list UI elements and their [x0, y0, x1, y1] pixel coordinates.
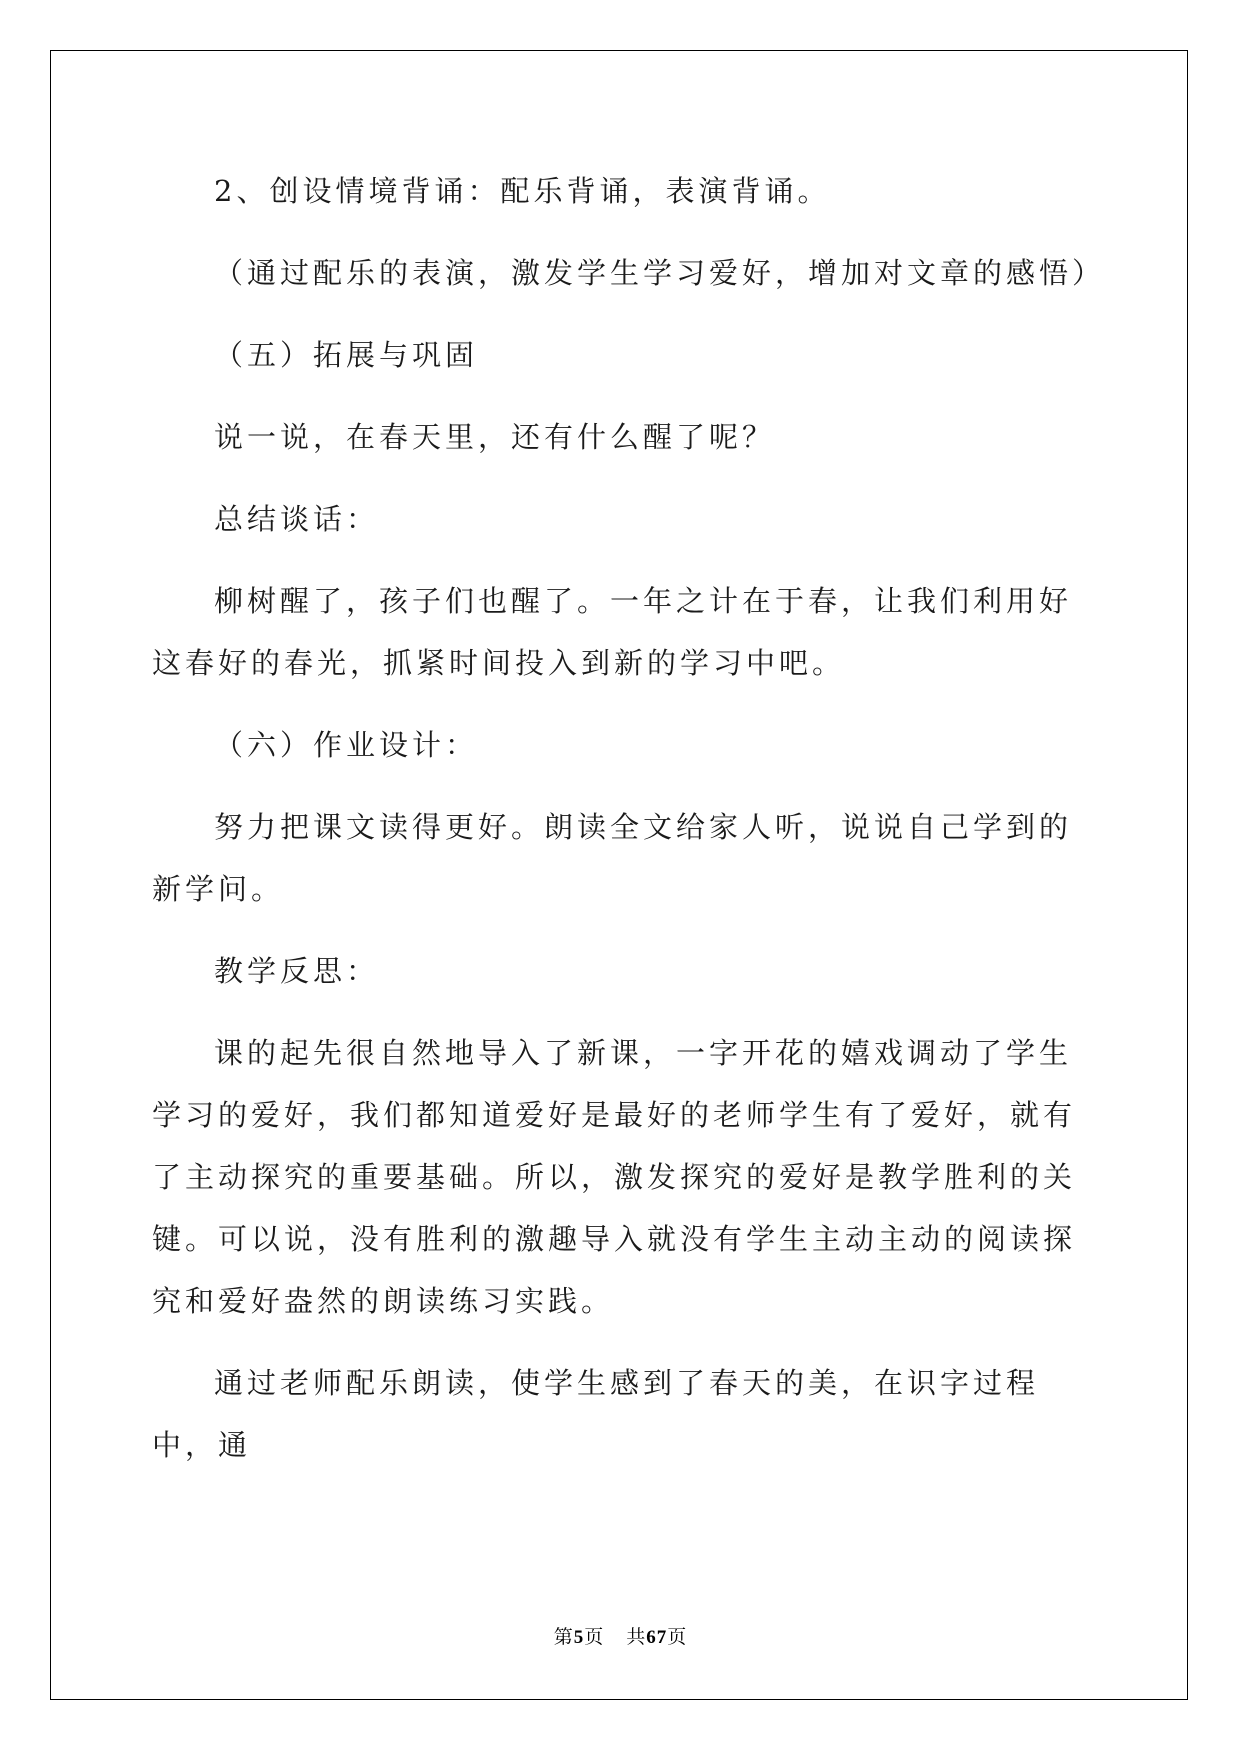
paragraph-summary-talk: 柳树醒了，孩子们也醒了。一年之计在于春，让我们利用好这春好的春光，抓紧时间投入到新的学习中吧。 — [152, 584, 1073, 680]
paragraph-homework: 努力把课文读得更好。朗读全文给家人听，说说自己学到的新学问。 — [152, 810, 1073, 906]
section-heading-extension: （五）拓展与巩固 — [214, 338, 479, 372]
paragraph-recitation-purpose: （通过配乐的表演，激发学生学习爱好，增加对文章的感悟） — [214, 256, 1106, 290]
footer-page-number: 5 — [573, 1627, 585, 1648]
section-heading-homework: （六）作业设计： — [214, 728, 479, 762]
footer-total-unit: 页 — [667, 1626, 688, 1648]
document-body — [152, 160, 1106, 1476]
footer-page-unit: 页 — [584, 1626, 605, 1648]
paragraph-recitation-method: 2、创设情境背诵：配乐背诵，表演背诵。 — [214, 174, 831, 208]
label-teaching-reflection: 教学反思： — [214, 954, 380, 988]
footer-page-prefix: 第 — [553, 1626, 574, 1648]
footer-total-prefix: 共 — [626, 1626, 647, 1648]
paragraph-discussion-prompt: 说一说，在春天里，还有什么醒了呢？ — [214, 420, 776, 454]
paragraph-reflection-continued: 通过老师配乐朗读，使学生感到了春天的美，在识字过程中，通 — [152, 1366, 1040, 1462]
paragraph-teaching-reflection: 课的起先很自然地导入了新课，一字开花的嬉戏调动了学生学习的爱好，我们都知道爱好是最好的老师学生有了爱好，就有了主动探究的重要基础。所以，激发探究的爱好是教学胜利的关键。可以说，没有胜利的激趣导入就没有学生主动主动的阅读探究和爱好盎然的朗读练习实践。 — [152, 1036, 1077, 1318]
page-footer — [0, 1622, 1241, 1649]
label-summary-talk: 总结谈话： — [214, 502, 380, 536]
footer-total-pages: 67 — [646, 1627, 668, 1648]
